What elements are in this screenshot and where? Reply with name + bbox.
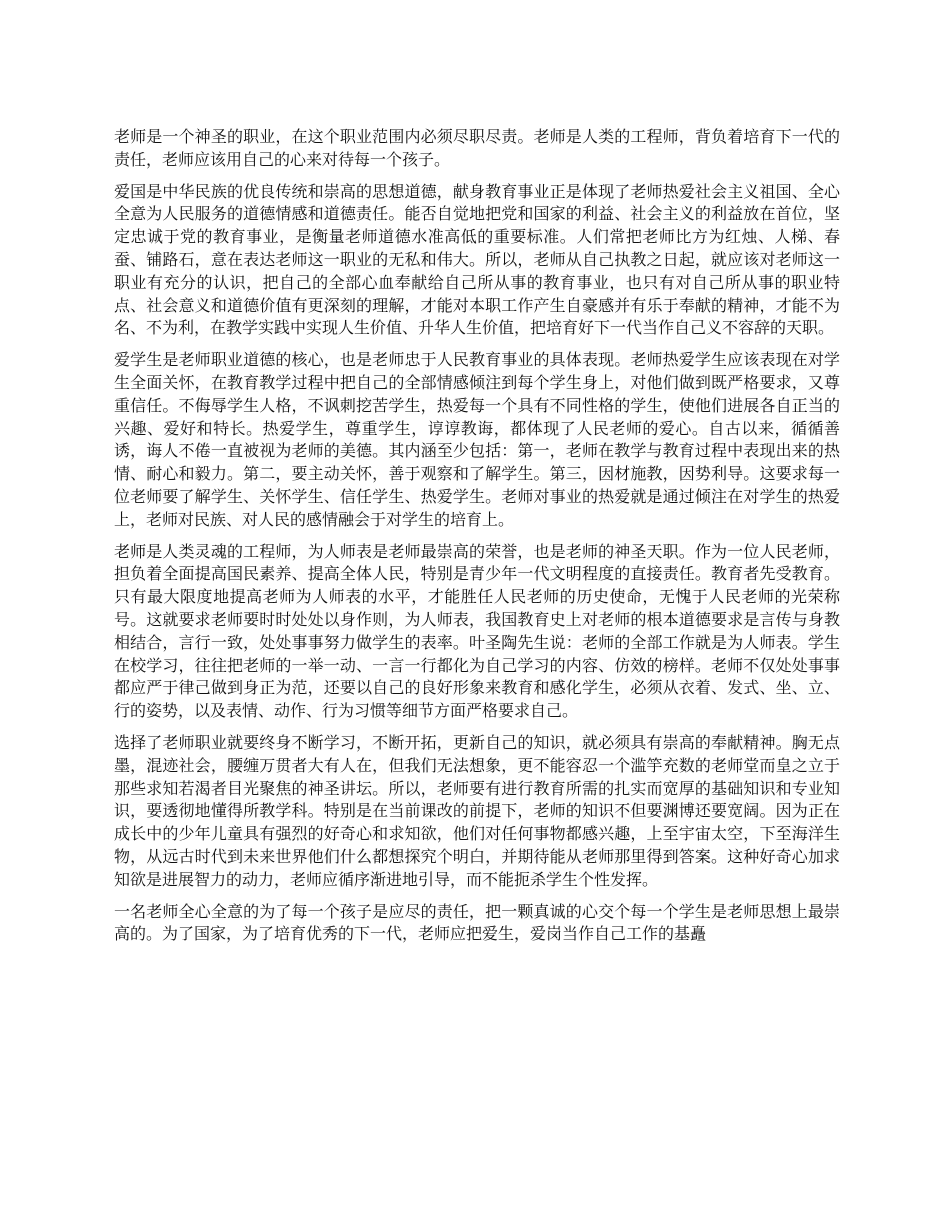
paragraph-2: 爱国是中华民族的优良传统和崇高的思想道德，献身教育事业正是体现了老师热爱社会主义祖国、全心全意为人民服务的道德情感和道德责任。能否自觉地把党和国家的利益、社会主义的利益放在首位，坚定忠诚于党的教育事业，是衡量老师道德水准高低的重要标准。人们常把老师比方为红烛、人梯、春蚕、铺路石，意在表达老师这一职业的无私和伟大。所以，老师从自己执教之日起，就应该对老师这一职业有充分的认识，把自己的全部心血奉献给自己所从事的教育事业，也只有对自己所从事的职业特点、社会意义和道德价值有更深刻的理解，才能对本职工作产生自豪感并有乐于奉献的精神，才能不为名、不为利，在教学实践中实现人生价值、升华人生价值，把培育好下一代当作自己义不容辞的天职。 [114, 181, 840, 338]
paragraph-3: 爱学生是老师职业道德的核心，也是老师忠于人民教育事业的具体表现。老师热爱学生应该表现在对学生全面关怀，在教育教学过程中把自己的全部情感倾注到每个学生身上，对他们做到既严格要求，又尊重信任。不侮辱学生人格，不讽刺挖苦学生，热爱每一个具有不同性格的学生，使他们进展各自正当的兴趣、爱好和特长。热爱学生，尊重学生，谆谆教诲，都体现了人民老师的爱心。自古以来，循循善诱，诲人不倦一直被视为老师的美德。其内涵至少包括：第一，老师在教学与教育过程中表现出来的热情、耐心和毅力。第二，要主动关怀，善于观察和了解学生。第三，因材施教，因势利导。这要求每一位老师要了解学生、关怀学生、信任学生、热爱学生。老师对事业的热爱就是通过倾注在对学生的热爱上，老师对民族、对人民的感情融会于对学生的培育上。 [114, 350, 840, 529]
paragraph-1: 老师是一个神圣的职业，在这个职业范围内必须尽职尽责。老师是人类的工程师，背负着培育下一代的责任，老师应该用自己的心来对待每一个孩子。 [114, 127, 840, 169]
paragraph-5: 选择了老师职业就要终身不断学习，不断开拓，更新自己的知识，就必须具有崇高的奉献精神。胸无点墨，混迹社会，腰缠万贯者大有人在，但我们无法想象，更不能容忍一个滥竽充数的老师堂而皇之立于那些求知若渴者目光聚焦的神圣讲坛。所以，老师要有进行教育所需的扎实而宽厚的基础知识和专业知识，要透彻地懂得所教学科。特别是在当前课改的前提下，老师的知识不但要渊博还要宽阔。因为正在成长中的少年儿童具有强烈的好奇心和求知欲，他们对任何事物都感兴趣，上至宇宙太空，下至海洋生物，从远古时代到未来世界他们什么都想探究个明白，并期待能从老师那里得到答案。这种好奇心加求知欲是进展智力的动力，老师应循序渐进地引导，而不能扼杀学生个性发挥。 [114, 732, 840, 889]
paragraph-4: 老师是人类灵魂的工程师，为人师表是老师最崇高的荣誉，也是老师的神圣天职。作为一位人民老师，担负着全面提高国民素养、提高全体人民，特别是青少年一代文明程度的直接责任。教育者先受教育。只有最大限度地提高老师为人师表的水平，才能胜任人民老师的历史使命，无愧于人民老师的光荣称号。这就要求老师要时时处处以身作则，为人师表，我国教育史上对老师的根本道德要求是言传与身教相结合，言行一致，处处事事努力做学生的表率。叶圣陶先生说：老师的全部工作就是为人师表。学生在校学习，往往把老师的一举一动、一言一行都化为自己学习的内容、仿效的榜样。老师不仅处处事事都应严于律己做到身正为范，还要以自己的良好形象来教育和感化学生，必须从衣着、发式、坐、立、行的姿势，以及表情、动作、行为习惯等细节方面严格要求自己。 [114, 541, 840, 721]
paragraph-6: 一名老师全心全意的为了每一个孩子是应尽的责任，把一颗真诚的心交个每一个学生是老师思想上最崇高的。为了国家，为了培育优秀的下一代，老师应把爱生，爱岗当作自己工作的基矗 [114, 901, 840, 944]
document-page [114, 126, 840, 955]
